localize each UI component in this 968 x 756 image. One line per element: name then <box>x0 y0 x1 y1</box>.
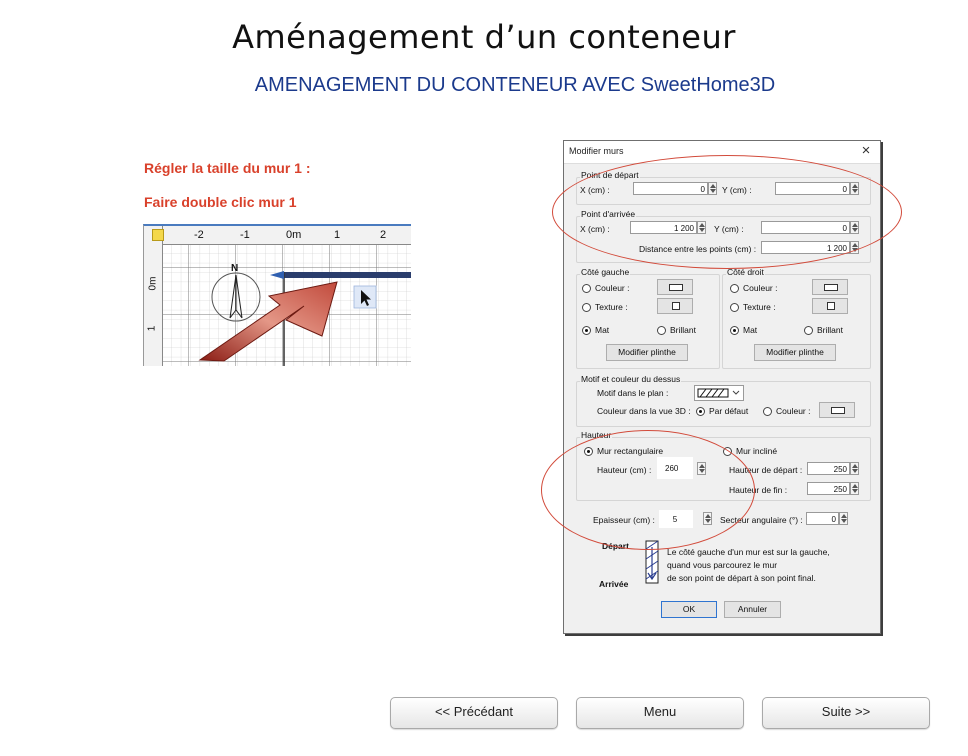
left-ruler-label: 0m <box>147 276 159 291</box>
ruler-label: 2 <box>380 229 387 241</box>
top-pattern-label: Motif et couleur du dessus <box>581 374 681 384</box>
rectangular-wall-label: Mur rectangulaire <box>597 446 664 456</box>
height-cm-label: Hauteur (cm) : <box>597 465 652 475</box>
distance-input[interactable]: 1 200 <box>761 241 850 254</box>
arc-extent-stepper[interactable] <box>839 512 848 525</box>
start-x-label: X (cm) : <box>580 185 610 195</box>
start-point-label: Point de départ <box>581 170 639 180</box>
left-matte-label: Mat <box>595 325 610 335</box>
dialog-titlebar[interactable] <box>564 141 880 164</box>
top-color-radio[interactable] <box>763 407 772 416</box>
right-side-label: Côté droit <box>727 267 764 277</box>
default-color-radio[interactable] <box>696 407 705 416</box>
right-texture-radio[interactable] <box>730 303 739 312</box>
right-baseboard-button[interactable]: Modifier plinthe <box>754 344 836 361</box>
end-x-stepper[interactable] <box>697 221 706 234</box>
end-y-input[interactable]: 0 <box>761 221 850 234</box>
pattern-select[interactable] <box>694 385 744 401</box>
plan-grid <box>144 226 411 366</box>
left-glossy-radio[interactable] <box>657 326 666 335</box>
legend-text-line2: quand vous parcourez le mur <box>667 560 778 570</box>
height-input[interactable]: 260 <box>656 456 694 480</box>
menu-button[interactable]: Menu <box>576 697 744 729</box>
left-baseboard-button[interactable]: Modifier plinthe <box>606 344 688 361</box>
thickness-label: Epaisseur (cm) : <box>593 515 655 525</box>
ruler-label: 1 <box>334 229 341 241</box>
wall-direction-icon <box>642 539 662 585</box>
left-color-label: Couleur : <box>595 283 630 293</box>
close-icon[interactable]: × <box>861 142 871 159</box>
dialog-title: Modifier murs <box>569 146 624 156</box>
left-color-radio[interactable] <box>582 284 591 293</box>
start-height-input[interactable]: 250 <box>807 462 850 475</box>
height-stepper[interactable] <box>697 462 706 475</box>
ruler-label: -1 <box>240 229 250 241</box>
modify-walls-dialog <box>563 140 881 634</box>
height-label: Hauteur <box>581 430 612 440</box>
start-y-input[interactable]: 0 <box>775 182 850 195</box>
arc-extent-input[interactable]: 0 <box>806 512 839 525</box>
distance-label: Distance entre les points (cm) : <box>639 244 757 254</box>
thickness-stepper[interactable] <box>703 512 712 525</box>
plan-view[interactable] <box>143 224 411 366</box>
left-texture-label: Texture : <box>595 302 628 312</box>
end-point-label: Point d'arrivée <box>581 209 636 219</box>
rectangular-wall-radio[interactable] <box>584 447 593 456</box>
pattern-in-plan-label: Motif dans le plan : <box>597 388 669 398</box>
left-ruler-label: 1 <box>146 325 158 332</box>
left-color-button[interactable] <box>657 279 693 295</box>
top-color-label: Couleur : <box>776 406 811 416</box>
legend-start-label: Départ <box>602 541 629 551</box>
page-subtitle: AMENAGEMENT DU CONTENEUR AVEC SweetHome3D <box>254 74 776 96</box>
thickness-input[interactable]: 5 <box>658 509 694 529</box>
color-3d-label: Couleur dans la vue 3D : <box>597 406 691 416</box>
default-color-label: Par défaut <box>709 406 749 416</box>
end-height-input[interactable]: 250 <box>807 482 850 495</box>
start-y-label: Y (cm) : <box>722 185 752 195</box>
left-glossy-label: Brillant <box>670 325 696 335</box>
end-x-input[interactable]: 1 200 <box>630 221 697 234</box>
legend-text-line3: de son point de départ à son point final. <box>667 573 816 583</box>
previous-button[interactable]: << Précédant <box>390 697 558 729</box>
right-matte-radio[interactable] <box>730 326 739 335</box>
right-texture-button[interactable] <box>812 298 848 314</box>
start-height-label: Hauteur de départ : <box>729 465 803 475</box>
plan-ruler-left <box>144 226 163 366</box>
right-matte-label: Mat <box>743 325 758 335</box>
left-texture-radio[interactable] <box>582 303 591 312</box>
ruler-label: -2 <box>194 229 204 241</box>
left-texture-button[interactable] <box>657 298 693 314</box>
start-x-stepper[interactable] <box>708 182 717 195</box>
ruler-label: 0m <box>286 229 302 241</box>
left-side-label: Côté gauche <box>581 267 630 277</box>
right-color-radio[interactable] <box>730 284 739 293</box>
sloped-wall-label: Mur incliné <box>736 446 778 456</box>
right-glossy-label: Brillant <box>817 325 843 335</box>
legend-text-line1: Le côté gauche d'un mur est sur la gauche, <box>667 547 830 557</box>
start-y-stepper[interactable] <box>850 182 859 195</box>
ok-button[interactable]: OK <box>661 601 717 618</box>
arc-extent-label: Secteur angulaire (°) : <box>720 515 803 525</box>
distance-stepper[interactable] <box>850 241 859 254</box>
end-y-label: Y (cm) : <box>714 224 744 234</box>
cancel-button[interactable]: Annuler <box>724 601 781 618</box>
instruction-size: Régler la taille du mur 1 : <box>144 160 311 176</box>
end-x-label: X (cm) : <box>580 224 610 234</box>
right-texture-label: Texture : <box>743 302 776 312</box>
right-glossy-radio[interactable] <box>804 326 813 335</box>
legend-end-label: Arrivée <box>599 579 629 589</box>
end-height-stepper[interactable] <box>850 482 859 495</box>
top-color-button[interactable] <box>819 402 855 418</box>
lock-icon[interactable] <box>152 229 164 241</box>
next-button[interactable]: Suite >> <box>762 697 930 729</box>
compass-north-label: N <box>231 263 239 274</box>
sloped-wall-radio[interactable] <box>723 447 732 456</box>
end-height-label: Hauteur de fin : <box>729 485 788 495</box>
right-color-button[interactable] <box>812 279 848 295</box>
end-y-stepper[interactable] <box>850 221 859 234</box>
start-x-input[interactable]: 0 <box>633 182 708 195</box>
instruction-double-click: Faire double clic mur 1 <box>144 194 297 210</box>
page-title: Aménagement d’un conteneur <box>232 18 736 56</box>
right-color-label: Couleur : <box>743 283 778 293</box>
pattern-hatch-icon <box>695 386 743 400</box>
start-height-stepper[interactable] <box>850 462 859 475</box>
left-matte-radio[interactable] <box>582 326 591 335</box>
plan-ruler-top <box>144 226 411 245</box>
